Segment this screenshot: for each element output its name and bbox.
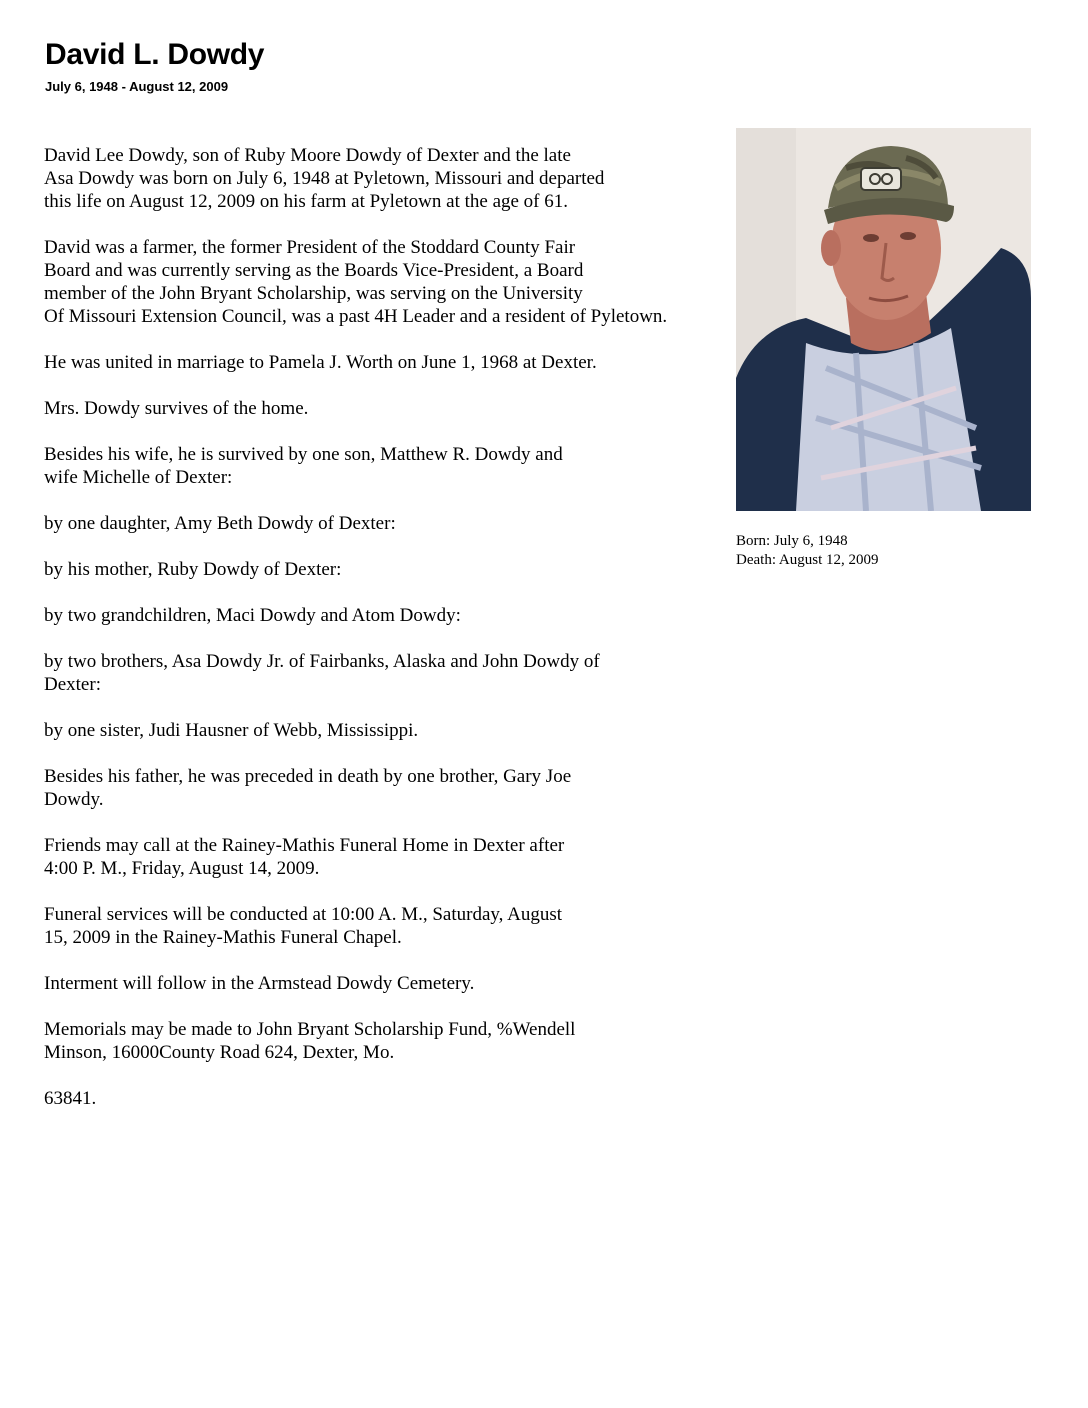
paragraph-visitation: Friends may call at the Rainey-Mathis Funeral Home in Dexter after 4:00 P. M., Friday, August 14, 2009. bbox=[44, 835, 565, 879]
paragraph-grandchildren: by two grandchildren, Maci Dowdy and Atom Dowdy: bbox=[44, 605, 461, 626]
paragraph-parentage: David Lee Dowdy, son of Ruby Moore Dowdy of Dexter and the late Asa Dowdy was born on July 6, 1948 at Pyletown, Missouri and departed this life on August 12, 2009 on his farm at Pyletown at the age of 61. bbox=[44, 145, 605, 212]
paragraph-zip: 63841. bbox=[44, 1088, 97, 1109]
portrait-photo bbox=[736, 128, 1031, 511]
photo-caption bbox=[736, 532, 879, 570]
paragraph-marriage: He was united in marriage to Pamela J. Worth on June 1, 1968 at Dexter. bbox=[44, 352, 597, 373]
paragraph-career: David was a farmer, the former President of the Stoddard County Fair Board and was currently serving as the Boards Vice-President, a Board member of the John Bryant Scholarship, was serving on the University Of Missouri Extension Council, was a past 4H Leader and a resident of Pyletown. bbox=[44, 237, 668, 327]
deceased-name: David L. Dowdy bbox=[45, 38, 265, 71]
paragraph-mother: by his mother, Ruby Dowdy of Dexter: bbox=[44, 559, 342, 580]
life-dates: July 6, 1948 - August 12, 2009 bbox=[45, 79, 229, 94]
paragraph-daughter: by one daughter, Amy Beth Dowdy of Dexter: bbox=[44, 513, 396, 534]
paragraph-funeral: Funeral services will be conducted at 10:00 A. M., Saturday, August 15, 2009 in the Rainey-Mathis Funeral Chapel. bbox=[44, 904, 563, 948]
caption-born: Born: July 6, 1948 bbox=[736, 533, 848, 549]
paragraph-brothers: by two brothers, Asa Dowdy Jr. of Fairbanks, Alaska and John Dowdy of Dexter: bbox=[44, 651, 600, 695]
paragraph-interment: Interment will follow in the Armstead Dowdy Cemetery. bbox=[44, 973, 475, 994]
obituary-body bbox=[44, 144, 754, 1133]
paragraph-sister: by one sister, Judi Hausner of Webb, Mississippi. bbox=[44, 720, 419, 741]
paragraph-spouse: Mrs. Dowdy survives of the home. bbox=[44, 398, 309, 419]
paragraph-preceded: Besides his father, he was preceded in death by one brother, Gary Joe Dowdy. bbox=[44, 766, 572, 810]
paragraph-son: Besides his wife, he is survived by one son, Matthew R. Dowdy and wife Michelle of Dexter: bbox=[44, 444, 563, 488]
caption-death: Death: August 12, 2009 bbox=[736, 552, 879, 568]
paragraph-memorials: Memorials may be made to John Bryant Scholarship Fund, %Wendell Minson, 16000County Road 624, Dexter, Mo. bbox=[44, 1019, 576, 1063]
